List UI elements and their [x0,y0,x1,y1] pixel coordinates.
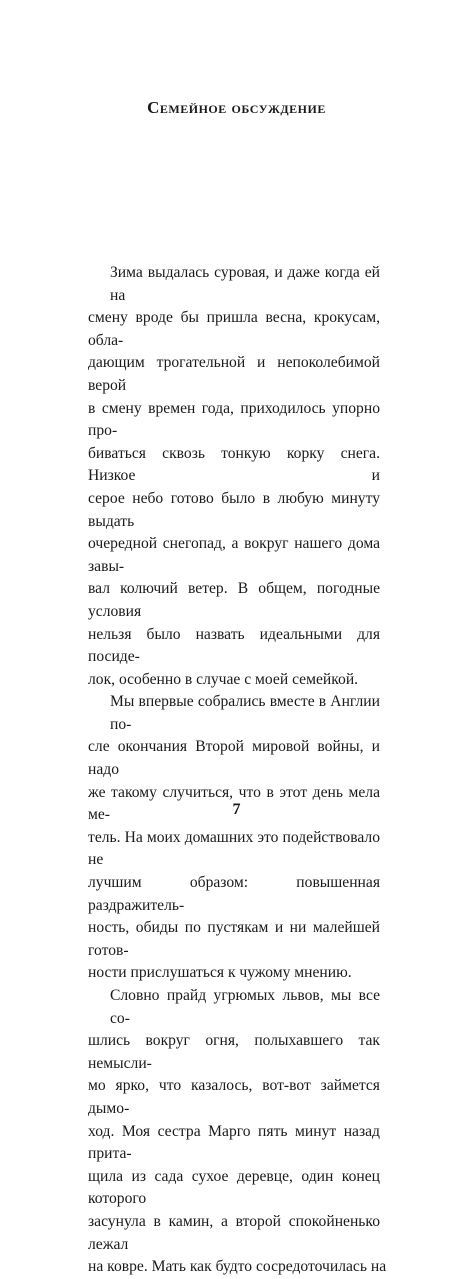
paragraph [88,985,387,1279]
paragraph [88,262,380,691]
chapter-title: Семейное обсуждение [147,98,326,117]
text-line: ности прислушаться к чужому мнению. [88,964,352,982]
text-line: смену вроде бы пришла весна, крокусам, обла- [88,309,380,349]
text-line: ход. Моя сестра Марго пять минут назад прита- [88,1122,380,1163]
paragraph [88,691,380,985]
text-line: щила из сада сухое деревце, один конец которого [88,1167,380,1208]
text-line: биваться сквозь тонкую корку снега. Низкое и [88,444,380,485]
text-line: тель. На моих домашних это подействовало не [88,828,380,869]
text-line: Зима выдалась суровая, и даже когда ей на [110,264,380,304]
text-line: серое небо готово было в любую минуту выдать [88,489,380,530]
text-line: лучшим образом: повышенная раздражитель- [88,874,380,914]
text-line: шлись вокруг огня, полыхавшего так немысли- [88,1032,380,1072]
text-line: дающим трогательной и непоколебимой верой [88,354,380,394]
text-line: мо ярко, что казалось, вот-вот займется дымо- [88,1077,380,1117]
text-line: засунула в камин, а второй спокойненько лежал [88,1212,380,1253]
text-line: Мы впервые собрались вместе в Англии по- [110,693,380,733]
page-number: 7 [232,801,241,818]
text-line: на ковре. Мать как будто сосредоточилась на [88,1258,387,1276]
text-line: сле окончания Второй мировой войны, и надо [88,738,380,779]
text-line: в смену времен года, приходилось упорно про- [88,399,380,440]
body-text [88,262,387,1279]
text-line: очередной снегопад, а вокруг нашего дома завы- [88,535,380,575]
text-line: вал колючий ветер. В общем, погодные условия [88,580,380,620]
text-line: ность, обиды по пустякам и ни малейшей готов- [88,919,380,959]
text-line: лок, особенно в случае с моей семейкой. [88,670,359,688]
text-line: же такому случиться, что в этот день мела ме- [88,783,380,824]
text-line: Словно прайд угрюмых львов, мы все со- [110,987,380,1027]
text-line: нельзя было назвать идеальными для посиде- [88,625,380,666]
